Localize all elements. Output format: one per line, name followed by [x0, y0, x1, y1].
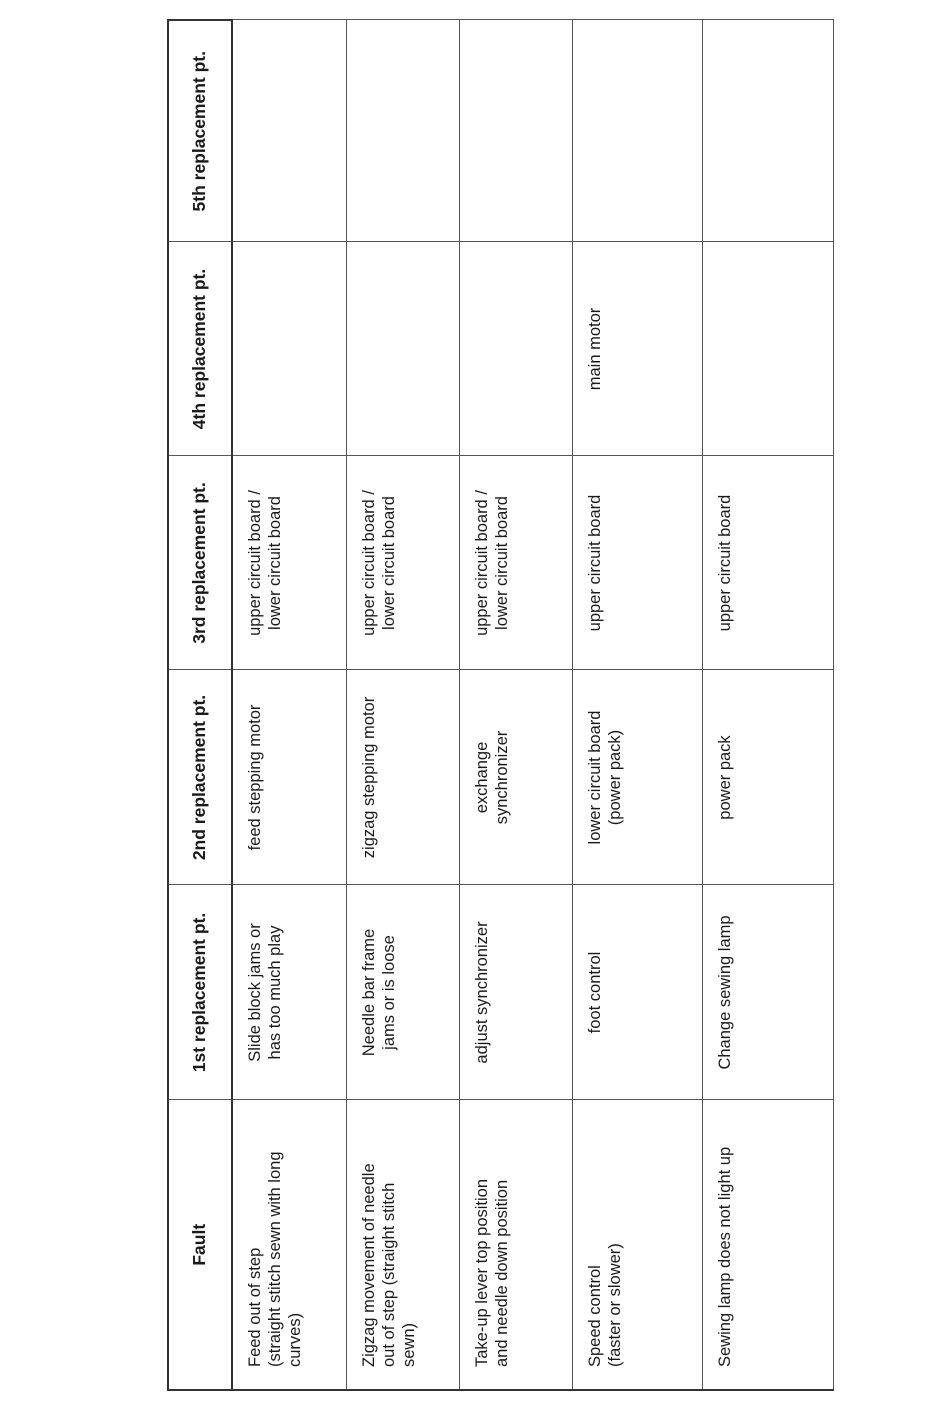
replacement-2-cell [573, 670, 703, 885]
replacement-5-cell [347, 20, 460, 242]
replacement-4-cell [460, 242, 573, 456]
replacement-3-cell [347, 456, 460, 670]
replacement-5-cell [460, 20, 573, 242]
rotated-table-wrapper [167, 21, 772, 1391]
replacement-1-text: Slide block jams or has too much play [246, 923, 285, 1062]
fault-cell [347, 1100, 460, 1390]
fault-text: Zigzag movement of needle out of step (straight stitch sewn) [360, 1163, 419, 1367]
fault-cell [703, 1100, 834, 1390]
replacement-5-cell [703, 20, 834, 242]
fault-table [167, 19, 834, 1391]
header-replacement-1: 1st replacement pt. [168, 885, 232, 1100]
replacement-1-cell [703, 885, 834, 1100]
replacement-2-text: power pack [716, 735, 734, 820]
replacement-1-text: Needle bar frame jams or is loose [360, 928, 399, 1057]
header-replacement-2: 2nd replacement pt. [168, 670, 232, 885]
replacement-2-cell [347, 670, 460, 885]
table-row [703, 20, 834, 1390]
header-row [168, 20, 232, 1390]
replacement-1-cell [573, 885, 703, 1100]
header-replacement-5: 5th replacement pt. [168, 20, 232, 242]
replacement-3-text: upper circuit board [586, 494, 604, 632]
replacement-2-cell [232, 670, 347, 885]
replacement-3-text: upper circuit board [716, 494, 734, 632]
fault-text: Take-up lever top position and needle down position [473, 1178, 512, 1367]
rotated-table-inner [167, 21, 772, 1391]
table-row [460, 20, 573, 1390]
replacement-3-text: upper circuit board / lower circuit board [360, 490, 399, 636]
replacement-2-text: exchange synchronizer [473, 730, 512, 825]
fault-text: Speed control (faster or slower) [586, 1243, 625, 1367]
replacement-4-text: main motor [586, 307, 604, 391]
replacement-3-text: upper circuit board / lower circuit board [246, 490, 285, 636]
replacement-4-cell [232, 242, 347, 456]
replacement-5-cell [573, 20, 703, 242]
replacement-2-text: lower circuit board (power pack) [586, 710, 625, 845]
fault-cell [460, 1100, 573, 1390]
replacement-1-cell [460, 885, 573, 1100]
table-row [347, 20, 460, 1390]
replacement-4-cell [573, 242, 703, 456]
replacement-1-text: foot control [586, 951, 604, 1034]
fault-text: Sewing lamp does not light up [716, 1146, 734, 1367]
replacement-2-text: zigzag stepping motor [360, 696, 378, 859]
replacement-3-text: upper circuit board / lower circuit board [473, 490, 512, 636]
replacement-1-text: adjust synchronizer [473, 921, 491, 1064]
fault-cell [573, 1100, 703, 1390]
replacement-1-cell [347, 885, 460, 1100]
fault-cell [232, 1100, 347, 1390]
fault-text: Feed out of step (straight stitch sewn with long curves) [246, 1151, 305, 1367]
header-replacement-4: 4th replacement pt. [168, 242, 232, 456]
replacement-4-cell [347, 242, 460, 456]
header-replacement-3: 3rd replacement pt. [168, 456, 232, 670]
replacement-1-text: Change sewing lamp [716, 915, 734, 1070]
replacement-2-cell [703, 670, 834, 885]
replacement-2-cell [460, 670, 573, 885]
replacement-3-cell [573, 456, 703, 670]
replacement-1-cell [232, 885, 347, 1100]
table-row [573, 20, 703, 1390]
table-row [232, 20, 347, 1390]
replacement-3-cell [460, 456, 573, 670]
replacement-2-text: feed stepping motor [246, 704, 264, 851]
replacement-5-cell [232, 20, 347, 242]
header-fault: Fault [168, 1100, 232, 1390]
replacement-4-cell [703, 242, 834, 456]
replacement-3-cell [232, 456, 347, 670]
replacement-3-cell [703, 456, 834, 670]
